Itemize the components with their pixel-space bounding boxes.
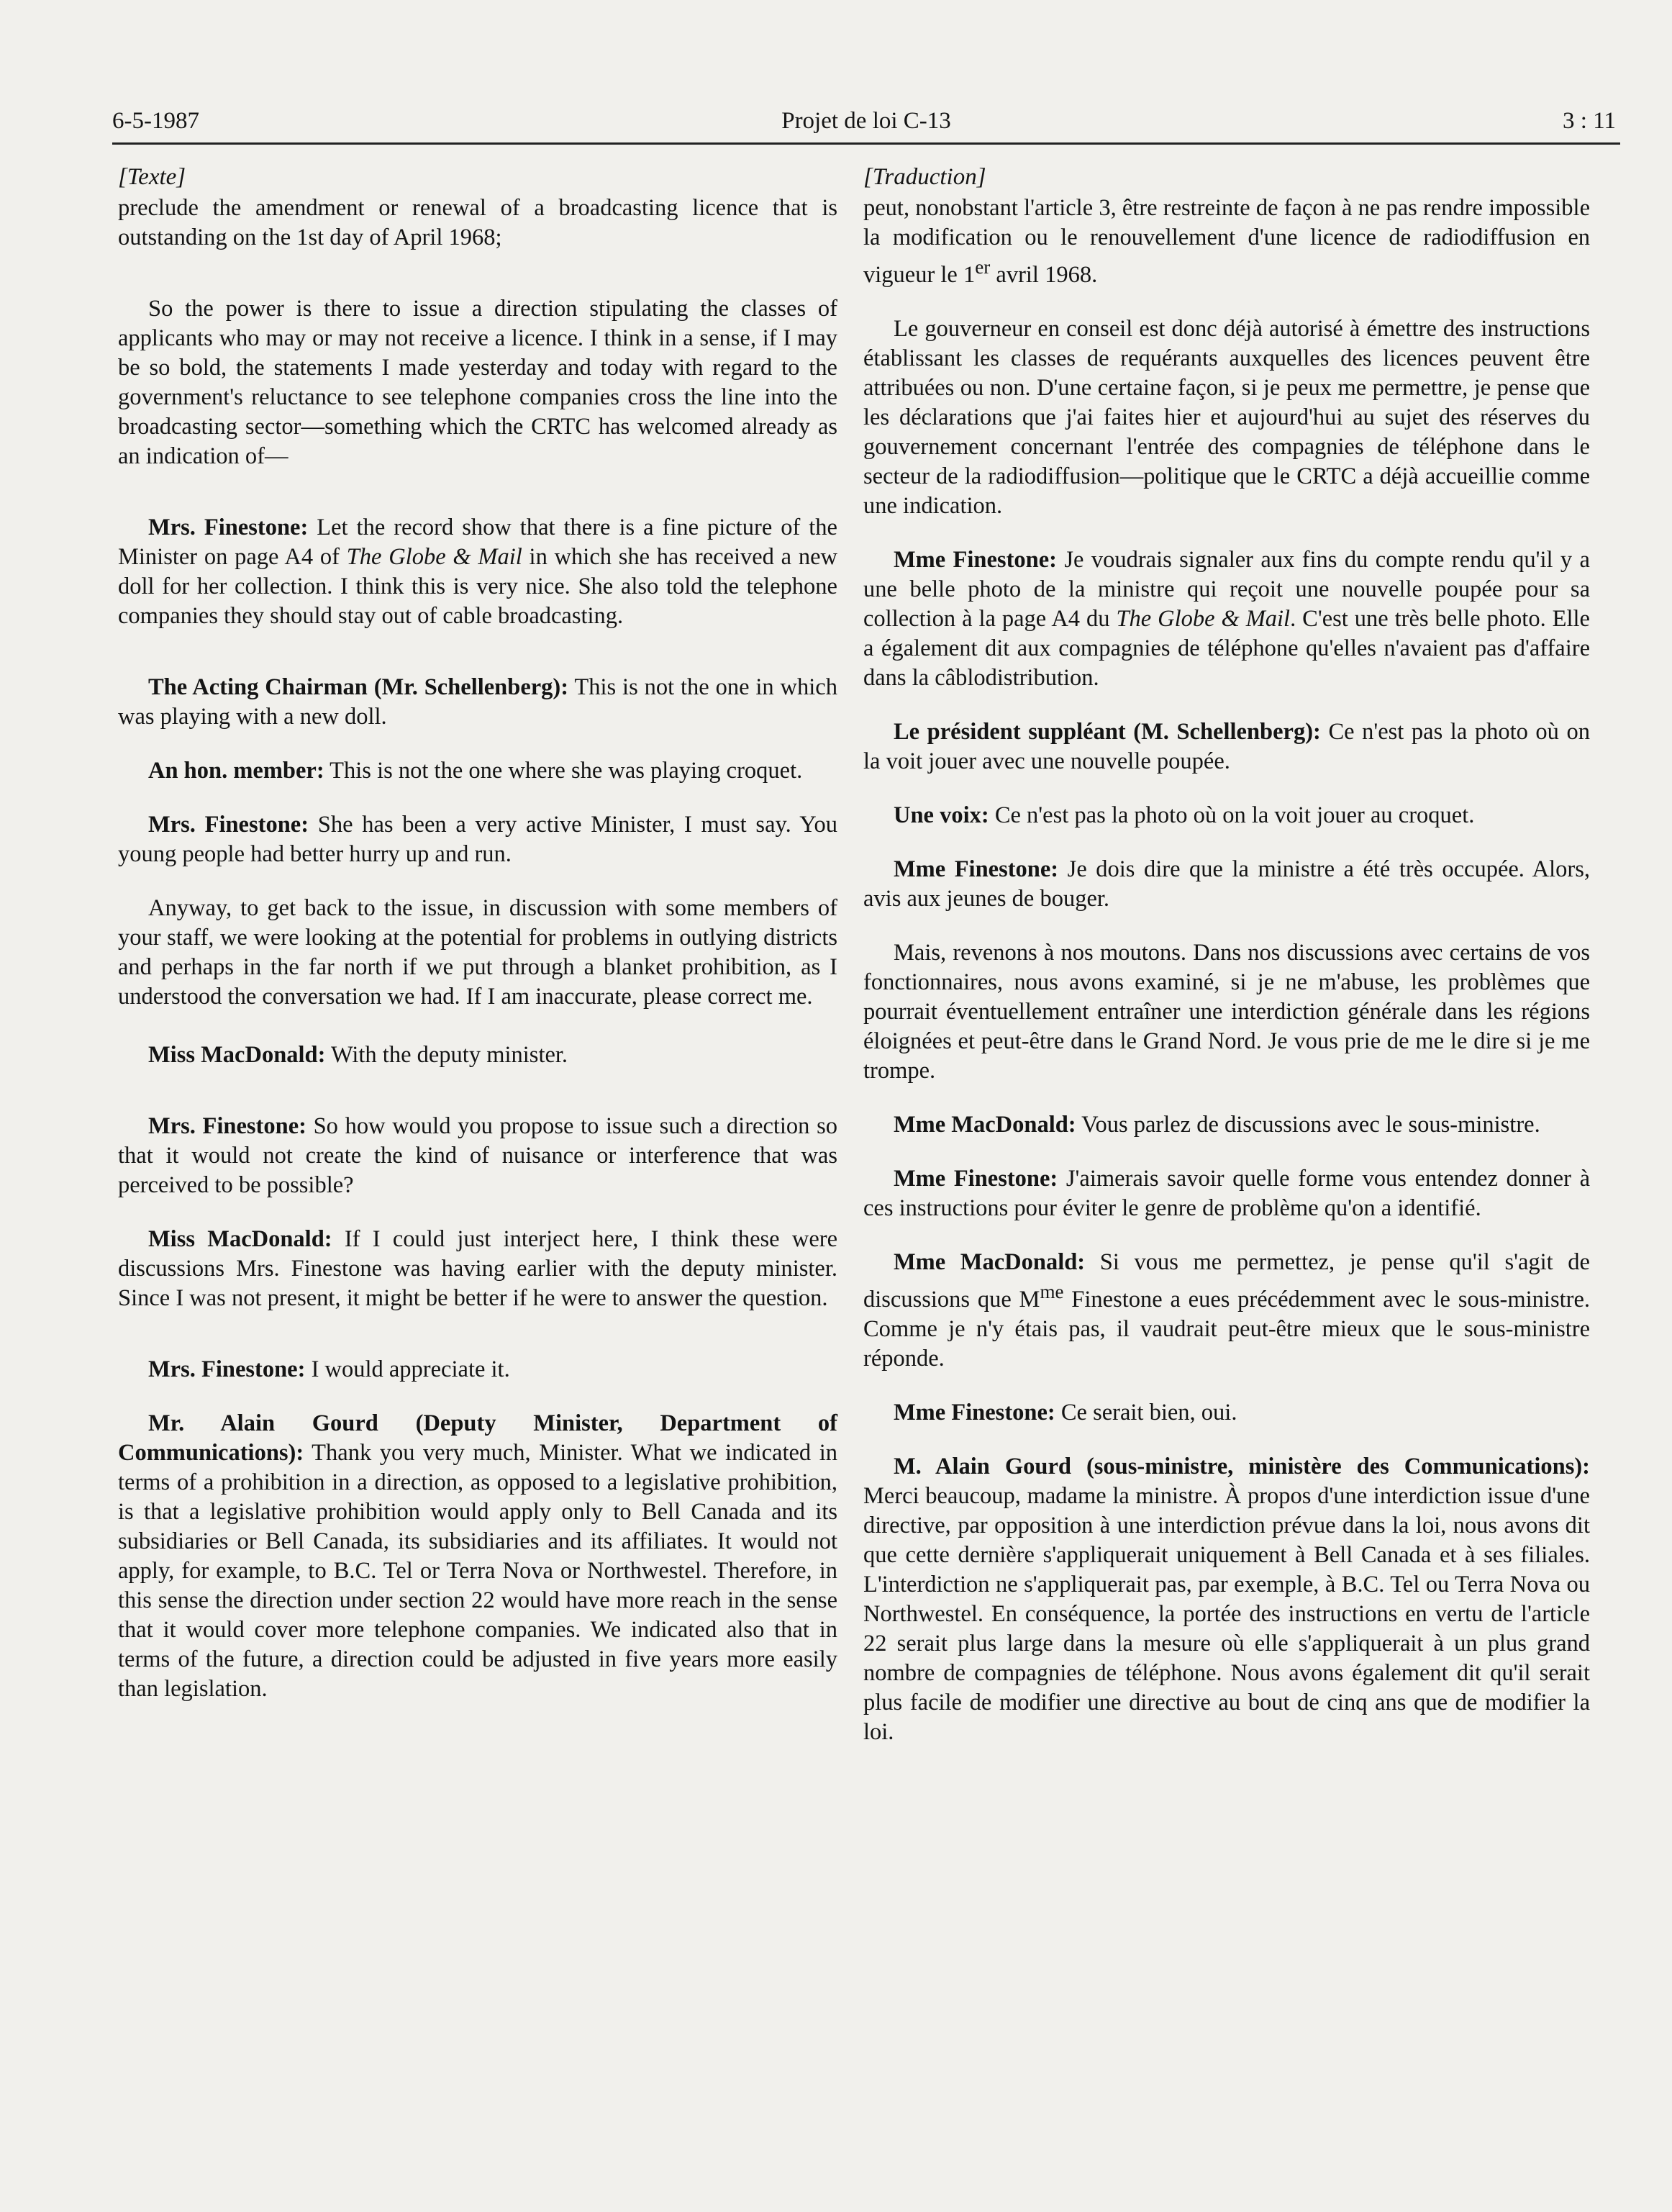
publication-title: The Globe & Mail bbox=[346, 544, 522, 570]
speaker-name: The Acting Chairman (Mr. Schellenberg): bbox=[148, 674, 569, 700]
paragraph bbox=[118, 1112, 837, 1200]
speaker-name: Mme Finestone: bbox=[894, 546, 1057, 573]
paragraph bbox=[118, 756, 837, 786]
paragraph bbox=[863, 545, 1590, 693]
speaker-name: Mrs. Finestone: bbox=[148, 515, 309, 540]
speaker-name: Mme Finestone: bbox=[894, 856, 1059, 882]
speech-text: Vous parlez de discussions avec le sous-ministre. bbox=[1076, 1111, 1540, 1138]
paragraph bbox=[118, 1355, 837, 1384]
publication-title: The Globe & Mail bbox=[1116, 605, 1291, 632]
speech-text: . C'est une très belle photo. Elle a également dit aux compagnies de téléphone qu'elles n'avaient pas d'affaire dans la câblodistribution. bbox=[863, 605, 1590, 691]
speech-text: Ce n'est pas la photo où on la voit jouer avec une nouvelle poupée. bbox=[863, 718, 1590, 774]
speech-text: Ce n'est pas la photo où on la voit jouer au croquet. bbox=[989, 802, 1475, 828]
speech-text: This is not the one in which was playing with a new doll. bbox=[118, 674, 837, 730]
speech-text: J'aimerais savoir quelle forme vous entendez donner à ces instructions pour éviter le genre de problème qu'on a identifié. bbox=[863, 1165, 1590, 1221]
speech-text: Thank you very much, Minister. What we indicated in terms of a prohibition in a direction, as opposed to a legislative prohibition, is that a legislative prohibition would apply only to Bell Canada and its subsidiaries or Bell Canada, its subsidiaries and its affiliates. It would not apply, for example, to B.C. Tel or Terra Nova or Northwestel. Therefore, in this sense the direction under section 22 would have more reach in the sense that it would cover more telephone companies. We indicated also that in terms of the future, a direction could be adjusted in five years more easily than legislation. bbox=[118, 1440, 837, 1702]
paragraph bbox=[863, 855, 1590, 914]
speech-text: With the deputy minister. bbox=[325, 1042, 568, 1068]
speech-text: peut, nonobstant l'article 3, être restreinte de façon à ne pas rendre impossible la modification ou le renouvellement d'une licence de radiodiffusion en vigueur le 1 bbox=[863, 195, 1590, 288]
paragraph: So the power is there to issue a direction stipulating the classes of applicants who may or may not receive a licence. I think in a sense, if I may be so bold, the statements I made yesterday and today with regard to the government's reluctance to see telephone companies cross the line into the broadcasting sector—something which the CRTC has welcomed already as an indication of— bbox=[118, 296, 837, 469]
speech-text: So how would you propose to issue such a direction so that it would not create the kind of nuisance or interference that was perceived to be possible? bbox=[118, 1113, 837, 1198]
paragraph bbox=[863, 194, 1590, 290]
speaker-name: Mrs. Finestone: bbox=[148, 812, 309, 838]
speaker-name: Miss MacDonald: bbox=[148, 1042, 326, 1068]
speech-text: Si vous me permettez, je pense qu'il s'agit de discussions que M bbox=[863, 1248, 1590, 1313]
speech-text: in which she has received a new doll for her collection. I think this is very nice. She also told the telephone companies they should stay out of cable broadcasting. bbox=[118, 544, 837, 629]
paragraph bbox=[118, 1041, 837, 1070]
speech-text: Merci beaucoup, madame la ministre. À propos d'une interdiction issue d'une directive, par opposition à une interdiction prévue dans la loi, nous avons dit que cette dernière s'appliquerait uniquement à Bell Canada et à ses filiales. L'interdiction ne s'appliquerait pas, par exemple, à B.C. Tel ou Terra Nova ou Northwestel. En conséquence, la portée des instructions en vertu de l'article 22 serait plus large dans la mesure où elle s'appliquerait à un plus grand nombre de compagnies de téléphone. Nous avons également dit qu'il serait plus facile de modifier une directive au bout de cinq ans que de modifier la loi. bbox=[863, 1482, 1590, 1745]
speech-text: I would appreciate it. bbox=[305, 1356, 510, 1382]
speaker-name: Mrs. Finestone: bbox=[148, 1113, 306, 1139]
paragraph bbox=[863, 1248, 1590, 1374]
speaker-name: Mme Finestone: bbox=[894, 1399, 1055, 1425]
speaker-name: Mme MacDonald: bbox=[894, 1248, 1086, 1275]
paragraph: Anyway, to get back to the issue, in discussion with some members of your staff, we were looking at the potential for problems in outlying districts and perhaps in the far north if we put through a blanket prohibition, as I understood the conversation we had. If I am inaccurate, please correct me. bbox=[118, 895, 837, 1010]
speaker-name: Le président suppléant (M. Schellenberg): bbox=[894, 718, 1321, 745]
speech-text: If I could just interject here, I think these were discussions Mrs. Finestone was having earlier with the deputy minister. Since I was not present, it might be better if he were to answer the question. bbox=[118, 1226, 837, 1311]
speaker-name: Miss MacDonald: bbox=[148, 1226, 332, 1252]
superscript: er bbox=[975, 256, 991, 278]
paragraph bbox=[118, 1409, 837, 1704]
paragraph bbox=[863, 1164, 1590, 1223]
speech-text: Je voudrais signaler aux fins du compte rendu qu'il y a une belle photo de la ministre qui reçoit une nouvelle poupée pour sa collection à la page A4 du bbox=[863, 546, 1590, 632]
speech-text: Finestone a eues précédemment avec le sous-ministre. Comme je n'y étais pas, il vaudrait peut-être mieux que le sous-ministre réponde. bbox=[863, 1286, 1590, 1372]
translation-tag: [Traduction] bbox=[863, 164, 986, 190]
paragraph: preclude the amendment or renewal of a broadcasting licence that is outstanding on the 1st day of April 1968; bbox=[118, 195, 837, 250]
speech-text: She has been a very active Minister, I must say. You young people had better hurry up and run. bbox=[118, 812, 837, 867]
paragraph bbox=[863, 717, 1590, 776]
speaker-name: Mme MacDonald: bbox=[894, 1111, 1076, 1138]
paragraph bbox=[863, 801, 1590, 830]
speaker-name: Mrs. Finestone: bbox=[148, 1356, 306, 1382]
speech-text: Ce serait bien, oui. bbox=[1055, 1399, 1237, 1425]
paragraph bbox=[118, 673, 837, 732]
paragraph: Le gouverneur en conseil est donc déjà autorisé à émettre des instructions établissant les classes de requérants auxquelles des licences peuvent être attribuées ou non. D'une certaine façon, si je peux me permettre, je pense que les déclarations que j'ai faites hier et aujourd'hui au sujet des réserves du gouvernement concernant l'entrée des compagnies de téléphone dans le secteur de la radiodiffusion—politique que le CRTC a déjà accueillie comme une indication. bbox=[863, 315, 1590, 519]
speech-text: This is not the one where she was playing croquet. bbox=[324, 758, 803, 784]
superscript: me bbox=[1040, 1280, 1064, 1302]
header-page-number: 3 : 11 bbox=[1563, 108, 1616, 134]
speech-text: avril 1968. bbox=[990, 261, 1098, 288]
french-column bbox=[863, 164, 1590, 1747]
paragraph bbox=[863, 1398, 1590, 1428]
speaker-name: Mr. Alain Gourd (Deputy Minister, Department of Communications): bbox=[118, 1410, 837, 1466]
paragraph bbox=[863, 1452, 1590, 1747]
paragraph bbox=[863, 1110, 1590, 1140]
paragraph bbox=[118, 810, 837, 869]
header-title: Projet de loi C-13 bbox=[781, 108, 951, 134]
speech-text: Let the record show that there is a fine picture of the Minister on page A4 of bbox=[118, 515, 837, 570]
text-tag: [Texte] bbox=[118, 164, 186, 190]
paragraph bbox=[118, 1225, 837, 1313]
speaker-name: Une voix: bbox=[894, 802, 989, 828]
speaker-name: An hon. member: bbox=[148, 758, 324, 784]
paragraph bbox=[118, 513, 837, 631]
header-date: 6-5-1987 bbox=[112, 108, 199, 134]
paragraph: Mais, revenons à nos moutons. Dans nos discussions avec certains de vos fonctionnaires, nous avons examiné, si je ne m'abuse, les problèmes que pourrait éventuellement entraîner une interdiction générale dans les régions éloignées et peut-être dans le Grand Nord. Je vous prie de me le dire si je me trompe. bbox=[863, 939, 1590, 1084]
page-header bbox=[112, 106, 1620, 145]
speech-text: Je dois dire que la ministre a été très occupée. Alors, avis aux jeunes de bouger. bbox=[863, 856, 1590, 912]
speaker-name: M. Alain Gourd (sous-ministre, ministère des Communications): bbox=[894, 1453, 1590, 1479]
english-column bbox=[118, 164, 837, 1704]
speaker-name: Mme Finestone: bbox=[894, 1165, 1058, 1192]
